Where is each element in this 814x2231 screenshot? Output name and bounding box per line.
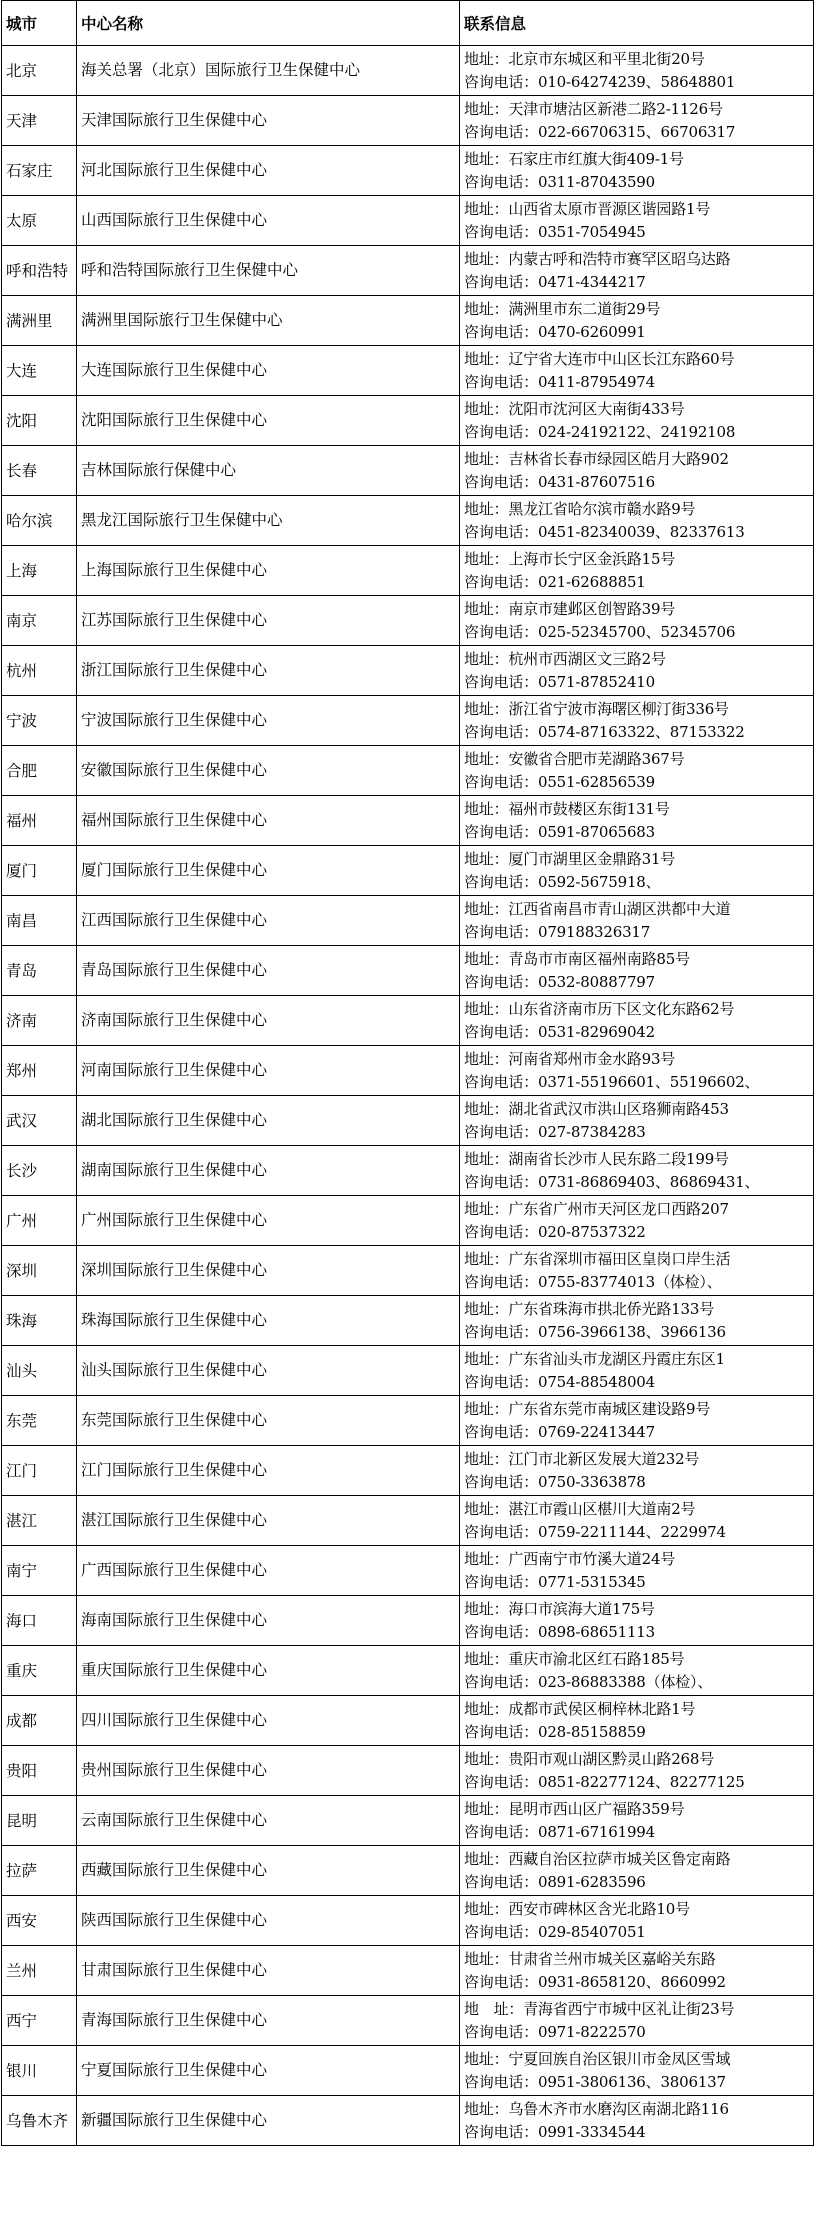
contact-info-cell — [460, 346, 814, 396]
city-cell: 武汉 — [2, 1096, 77, 1146]
table-row — [2, 1196, 814, 1246]
center-name-cell: 云南国际旅行卫生保健中心 — [77, 1796, 460, 1846]
table-row — [2, 396, 814, 446]
center-name-cell: 青岛国际旅行卫生保健中心 — [77, 946, 460, 996]
center-name-cell: 海关总署（北京）国际旅行卫生保健中心 — [77, 46, 460, 96]
city-cell: 银川 — [2, 2046, 77, 2096]
contact-info-cell — [460, 646, 814, 696]
table-row — [2, 1596, 814, 1646]
center-name-cell: 河北国际旅行卫生保健中心 — [77, 146, 460, 196]
contact-info-cell — [460, 696, 814, 746]
center-name-cell: 浙江国际旅行卫生保健中心 — [77, 646, 460, 696]
phone-text: 咨询电话：027-87384283 — [464, 1122, 646, 1141]
table-row — [2, 746, 814, 796]
table-row — [2, 1446, 814, 1496]
center-name-cell: 上海国际旅行卫生保健中心 — [77, 546, 460, 596]
health-centers-table — [1, 0, 814, 2146]
contact-info-cell — [460, 446, 814, 496]
phone-text: 咨询电话：022-66706315、66706317 — [464, 122, 736, 141]
center-name-cell: 河南国际旅行卫生保健中心 — [77, 1046, 460, 1096]
center-name-cell: 安徽国际旅行卫生保健中心 — [77, 746, 460, 796]
city-cell: 昆明 — [2, 1796, 77, 1846]
phone-text: 咨询电话：0551-62856539 — [464, 772, 655, 791]
center-name-cell: 吉林国际旅行保健中心 — [77, 446, 460, 496]
phone-text: 咨询电话：0731-86869403、86869431、 — [464, 1172, 760, 1191]
phone-text: 咨询电话：029-85407051 — [464, 1922, 646, 1941]
city-cell: 石家庄 — [2, 146, 77, 196]
contact-info-cell — [460, 96, 814, 146]
address-text: 地址：内蒙古呼和浩特市赛罕区昭乌达路 — [464, 249, 731, 268]
address-text: 地址：广东省汕头市龙湖区丹霞庄东区1 — [464, 1349, 725, 1368]
phone-text: 咨询电话：023-86883388（体检）、 — [464, 1672, 713, 1691]
address-text: 地址：浙江省宁波市海曙区柳汀街336号 — [464, 699, 729, 718]
address-text: 地址：满洲里市东二道街29号 — [464, 299, 661, 318]
table-row — [2, 796, 814, 846]
header-city: 城市 — [2, 1, 77, 46]
address-text: 地址：辽宁省大连市中山区长江东路60号 — [464, 349, 735, 368]
center-name-cell: 湛江国际旅行卫生保健中心 — [77, 1496, 460, 1546]
table-row — [2, 1996, 814, 2046]
table-row — [2, 646, 814, 696]
phone-text: 咨询电话：0311-87043590 — [464, 172, 655, 191]
table-row — [2, 96, 814, 146]
contact-info-cell — [460, 146, 814, 196]
center-name-cell: 四川国际旅行卫生保健中心 — [77, 1696, 460, 1746]
center-name-cell: 呼和浩特国际旅行卫生保健中心 — [77, 246, 460, 296]
city-cell: 江门 — [2, 1446, 77, 1496]
contact-info-cell — [460, 1446, 814, 1496]
table-row — [2, 1746, 814, 1796]
center-name-cell: 湖北国际旅行卫生保健中心 — [77, 1096, 460, 1146]
center-name-cell: 重庆国际旅行卫生保健中心 — [77, 1646, 460, 1696]
contact-info-cell — [460, 296, 814, 346]
contact-info-cell — [460, 546, 814, 596]
center-name-cell: 甘肃国际旅行卫生保健中心 — [77, 1946, 460, 1996]
contact-info-cell — [460, 1746, 814, 1796]
address-text: 地址：海口市滨海大道175号 — [464, 1599, 655, 1618]
address-text: 地址：西藏自治区拉萨市城关区鲁定南路 — [464, 1849, 731, 1868]
table-row — [2, 146, 814, 196]
center-name-cell: 山西国际旅行卫生保健中心 — [77, 196, 460, 246]
city-cell: 沈阳 — [2, 396, 77, 446]
center-name-cell: 天津国际旅行卫生保健中心 — [77, 96, 460, 146]
city-cell: 南京 — [2, 596, 77, 646]
table-row — [2, 1146, 814, 1196]
center-name-cell: 江门国际旅行卫生保健中心 — [77, 1446, 460, 1496]
phone-text: 咨询电话：0750-3363878 — [464, 1472, 646, 1491]
address-text: 地址：广东省东莞市南城区建设路9号 — [464, 1399, 711, 1418]
address-text: 地址：北京市东城区和平里北街20号 — [464, 49, 705, 68]
contact-info-cell — [460, 1846, 814, 1896]
phone-text: 咨询电话：0931-8658120、8660992 — [464, 1972, 726, 1991]
address-text: 地址：安徽省合肥市芜湖路367号 — [464, 749, 685, 768]
header-center-name: 中心名称 — [77, 1, 460, 46]
center-name-cell: 广西国际旅行卫生保健中心 — [77, 1546, 460, 1596]
phone-text: 咨询电话：0592-5675918、 — [464, 872, 661, 891]
phone-text: 咨询电话：0951-3806136、3806137 — [464, 2072, 726, 2091]
contact-info-cell — [460, 1246, 814, 1296]
contact-info-cell — [460, 1596, 814, 1646]
center-name-cell: 汕头国际旅行卫生保健中心 — [77, 1346, 460, 1396]
phone-text: 咨询电话：025-52345700、52345706 — [464, 622, 736, 641]
city-cell: 成都 — [2, 1696, 77, 1746]
phone-text: 咨询电话：0351-7054945 — [464, 222, 646, 241]
contact-info-cell — [460, 1096, 814, 1146]
table-row — [2, 1296, 814, 1346]
city-cell: 济南 — [2, 996, 77, 1046]
city-cell: 东莞 — [2, 1396, 77, 1446]
center-name-cell: 厦门国际旅行卫生保健中心 — [77, 846, 460, 896]
table-row — [2, 1496, 814, 1546]
table-row — [2, 1096, 814, 1146]
center-name-cell: 江苏国际旅行卫生保健中心 — [77, 596, 460, 646]
contact-info-cell — [460, 246, 814, 296]
contact-info-cell — [460, 1796, 814, 1846]
table-row — [2, 1246, 814, 1296]
address-text: 地址：广东省广州市天河区龙口西路207 — [464, 1199, 729, 1218]
address-text: 地址：西安市碑林区含光北路10号 — [464, 1899, 690, 1918]
phone-text: 咨询电话：010-64274239、58648801 — [464, 72, 736, 91]
center-name-cell: 海南国际旅行卫生保健中心 — [77, 1596, 460, 1646]
phone-text: 咨询电话：0759-2211144、2229974 — [464, 1522, 726, 1541]
city-cell: 西宁 — [2, 1996, 77, 2046]
address-text: 地址：杭州市西湖区文三路2号 — [464, 649, 666, 668]
contact-info-cell — [460, 1896, 814, 1946]
contact-info-cell — [460, 1196, 814, 1246]
phone-text: 咨询电话：0755-83774013（体检）、 — [464, 1272, 722, 1291]
phone-text: 咨询电话：0756-3966138、3966136 — [464, 1322, 726, 1341]
address-text: 地址：厦门市湖里区金鼎路31号 — [464, 849, 676, 868]
contact-info-cell — [460, 596, 814, 646]
table-row — [2, 1696, 814, 1746]
center-name-cell: 新疆国际旅行卫生保健中心 — [77, 2096, 460, 2146]
city-cell: 福州 — [2, 796, 77, 846]
contact-info-cell — [460, 46, 814, 96]
address-text: 地址：成都市武侯区桐梓林北路1号 — [464, 1699, 696, 1718]
address-text: 地址：重庆市渝北区红石路185号 — [464, 1649, 685, 1668]
city-cell: 南昌 — [2, 896, 77, 946]
center-name-cell: 深圳国际旅行卫生保健中心 — [77, 1246, 460, 1296]
address-text: 地址：广东省珠海市拱北侨光路133号 — [464, 1299, 715, 1318]
center-name-cell: 贵州国际旅行卫生保健中心 — [77, 1746, 460, 1796]
center-name-cell: 满洲里国际旅行卫生保健中心 — [77, 296, 460, 346]
center-name-cell: 湖南国际旅行卫生保健中心 — [77, 1146, 460, 1196]
address-text: 地址：昆明市西山区广福路359号 — [464, 1799, 685, 1818]
phone-text: 咨询电话：0571-87852410 — [464, 672, 655, 691]
city-cell: 兰州 — [2, 1946, 77, 1996]
center-name-cell: 青海国际旅行卫生保健中心 — [77, 1996, 460, 2046]
city-cell: 海口 — [2, 1596, 77, 1646]
address-text: 地址：上海市长宁区金浜路15号 — [464, 549, 676, 568]
table-row — [2, 846, 814, 896]
center-name-cell: 福州国际旅行卫生保健中心 — [77, 796, 460, 846]
address-text: 地址：天津市塘沽区新港二路2-1126号 — [464, 99, 723, 118]
phone-text: 咨询电话：024-24192122、24192108 — [464, 422, 736, 441]
center-name-cell: 济南国际旅行卫生保健中心 — [77, 996, 460, 1046]
city-cell: 南宁 — [2, 1546, 77, 1596]
contact-info-cell — [460, 396, 814, 446]
phone-text: 咨询电话：0991-3334544 — [464, 2122, 646, 2141]
table-row — [2, 1896, 814, 1946]
phone-text: 咨询电话：0591-87065683 — [464, 822, 655, 841]
address-text: 地址：河南省郑州市金水路93号 — [464, 1049, 676, 1068]
contact-info-cell — [460, 746, 814, 796]
phone-text: 咨询电话：0851-82277124、82277125 — [464, 1772, 745, 1791]
phone-text: 咨询电话：020-87537322 — [464, 1222, 646, 1241]
city-cell: 西安 — [2, 1896, 77, 1946]
center-name-cell: 广州国际旅行卫生保健中心 — [77, 1196, 460, 1246]
address-text: 地址：江门市北新区发展大道232号 — [464, 1449, 700, 1468]
address-text: 地址：广东省深圳市福田区皇岗口岸生活 — [464, 1249, 731, 1268]
phone-text: 咨询电话：0898-68651113 — [464, 1622, 655, 1641]
table-row — [2, 446, 814, 496]
address-text: 地址：南京市建邺区创智路39号 — [464, 599, 676, 618]
city-cell: 北京 — [2, 46, 77, 96]
phone-text: 咨询电话：0769-22413447 — [464, 1422, 655, 1441]
table-row — [2, 46, 814, 96]
header-contact-info: 联系信息 — [460, 1, 814, 46]
center-name-cell: 大连国际旅行卫生保健中心 — [77, 346, 460, 396]
center-name-cell: 江西国际旅行卫生保健中心 — [77, 896, 460, 946]
address-text: 地址：青岛市市南区福州南路85号 — [464, 949, 690, 968]
phone-text: 咨询电话：0891-6283596 — [464, 1872, 646, 1891]
city-cell: 贵阳 — [2, 1746, 77, 1796]
city-cell: 珠海 — [2, 1296, 77, 1346]
city-cell: 湛江 — [2, 1496, 77, 1546]
table-row — [2, 496, 814, 546]
contact-info-cell — [460, 1646, 814, 1696]
center-name-cell: 陕西国际旅行卫生保健中心 — [77, 1896, 460, 1946]
city-cell: 满洲里 — [2, 296, 77, 346]
center-name-cell: 宁波国际旅行卫生保健中心 — [77, 696, 460, 746]
city-cell: 长沙 — [2, 1146, 77, 1196]
city-cell: 郑州 — [2, 1046, 77, 1096]
address-text: 地址：江西省南昌市青山湖区洪都中大道 — [464, 899, 731, 918]
contact-info-cell — [460, 196, 814, 246]
address-text: 地址：湛江市霞山区椹川大道南2号 — [464, 1499, 696, 1518]
contact-info-cell — [460, 896, 814, 946]
table-row — [2, 896, 814, 946]
city-cell: 拉萨 — [2, 1846, 77, 1896]
city-cell: 大连 — [2, 346, 77, 396]
table-row — [2, 2046, 814, 2096]
contact-info-cell — [460, 1696, 814, 1746]
address-text: 地址：黑龙江省哈尔滨市赣水路9号 — [464, 499, 696, 518]
phone-text: 咨询电话：0371-55196601、55196602、 — [464, 1072, 760, 1091]
contact-info-cell — [460, 1396, 814, 1446]
contact-info-cell — [460, 846, 814, 896]
table-row — [2, 2096, 814, 2146]
city-cell: 哈尔滨 — [2, 496, 77, 546]
contact-info-cell — [460, 1346, 814, 1396]
address-text: 地址：福州市鼓楼区东街131号 — [464, 799, 670, 818]
contact-info-cell — [460, 1046, 814, 1096]
city-cell: 呼和浩特 — [2, 246, 77, 296]
phone-text: 咨询电话：0754-88548004 — [464, 1372, 655, 1391]
city-cell: 天津 — [2, 96, 77, 146]
table-row — [2, 1346, 814, 1396]
address-text: 地 址：青海省西宁市城中区礼让街23号 — [464, 1999, 735, 2018]
contact-info-cell — [460, 2096, 814, 2146]
center-name-cell: 西藏国际旅行卫生保健中心 — [77, 1846, 460, 1896]
center-name-cell: 珠海国际旅行卫生保健中心 — [77, 1296, 460, 1346]
table-row — [2, 346, 814, 396]
address-text: 地址：山西省太原市晋源区谐园路1号 — [464, 199, 711, 218]
address-text: 地址：甘肃省兰州市城关区嘉峪关东路 — [464, 1949, 716, 1968]
table-row — [2, 1646, 814, 1696]
table-row — [2, 1546, 814, 1596]
contact-info-cell — [460, 1496, 814, 1546]
contact-info-cell — [460, 2046, 814, 2096]
contact-info-cell — [460, 946, 814, 996]
city-cell: 太原 — [2, 196, 77, 246]
phone-text: 咨询电话：0574-87163322、87153322 — [464, 722, 745, 741]
address-text: 地址：石家庄市红旗大街409-1号 — [464, 149, 684, 168]
city-cell: 上海 — [2, 546, 77, 596]
city-cell: 乌鲁木齐 — [2, 2096, 77, 2146]
table-row — [2, 246, 814, 296]
address-text: 地址：乌鲁木齐市水磨沟区南湖北路116 — [464, 2099, 729, 2118]
contact-info-cell — [460, 496, 814, 546]
center-name-cell: 黑龙江国际旅行卫生保健中心 — [77, 496, 460, 546]
phone-text: 咨询电话：0470-6260991 — [464, 322, 646, 341]
city-cell: 长春 — [2, 446, 77, 496]
city-cell: 汕头 — [2, 1346, 77, 1396]
table-row — [2, 546, 814, 596]
contact-info-cell — [460, 1996, 814, 2046]
phone-text: 咨询电话：028-85158859 — [464, 1722, 646, 1741]
header-row — [2, 1, 814, 46]
phone-text: 咨询电话：0411-87954974 — [464, 372, 655, 391]
center-name-cell: 沈阳国际旅行卫生保健中心 — [77, 396, 460, 446]
table-row — [2, 1846, 814, 1896]
phone-text: 咨询电话：0431-87607516 — [464, 472, 655, 491]
table-row — [2, 596, 814, 646]
phone-text: 咨询电话：0532-80887797 — [464, 972, 655, 991]
city-cell: 重庆 — [2, 1646, 77, 1696]
address-text: 地址：宁夏回族自治区银川市金凤区雪域 — [464, 2049, 731, 2068]
contact-info-cell — [460, 1146, 814, 1196]
table-row — [2, 996, 814, 1046]
table-row — [2, 1046, 814, 1096]
city-cell: 青岛 — [2, 946, 77, 996]
table-row — [2, 296, 814, 346]
contact-info-cell — [460, 1946, 814, 1996]
address-text: 地址：湖南省长沙市人民东路二段199号 — [464, 1149, 729, 1168]
table-body — [2, 46, 814, 2146]
address-text: 地址：湖北省武汉市洪山区珞狮南路453 — [464, 1099, 729, 1118]
phone-text: 咨询电话：079188326317 — [464, 922, 651, 941]
table-row — [2, 1946, 814, 1996]
table-row — [2, 1396, 814, 1446]
phone-text: 咨询电话：0531-82969042 — [464, 1022, 655, 1041]
table-row — [2, 946, 814, 996]
phone-text: 咨询电话：0971-8222570 — [464, 2022, 646, 2041]
city-cell: 杭州 — [2, 646, 77, 696]
address-text: 地址：贵阳市观山湖区黔灵山路268号 — [464, 1749, 715, 1768]
contact-info-cell — [460, 796, 814, 846]
address-text: 地址：山东省济南市历下区文化东路62号 — [464, 999, 735, 1018]
address-text: 地址：吉林省长春市绿园区皓月大路902 — [464, 449, 729, 468]
address-text: 地址：广西南宁市竹溪大道24号 — [464, 1549, 676, 1568]
table-row — [2, 196, 814, 246]
center-name-cell: 宁夏国际旅行卫生保健中心 — [77, 2046, 460, 2096]
phone-text: 咨询电话：0871-67161994 — [464, 1822, 655, 1841]
phone-text: 咨询电话：0471-4344217 — [464, 272, 646, 291]
phone-text: 咨询电话：021-62688851 — [464, 572, 646, 591]
center-name-cell: 东莞国际旅行卫生保健中心 — [77, 1396, 460, 1446]
contact-info-cell — [460, 996, 814, 1046]
city-cell: 深圳 — [2, 1246, 77, 1296]
address-text: 地址：沈阳市沈河区大南街433号 — [464, 399, 685, 418]
city-cell: 厦门 — [2, 846, 77, 896]
phone-text: 咨询电话：0451-82340039、82337613 — [464, 522, 745, 541]
phone-text: 咨询电话：0771-5315345 — [464, 1572, 646, 1591]
table-row — [2, 1796, 814, 1846]
contact-info-cell — [460, 1296, 814, 1346]
table-row — [2, 696, 814, 746]
city-cell: 宁波 — [2, 696, 77, 746]
city-cell: 广州 — [2, 1196, 77, 1246]
contact-info-cell — [460, 1546, 814, 1596]
city-cell: 合肥 — [2, 746, 77, 796]
